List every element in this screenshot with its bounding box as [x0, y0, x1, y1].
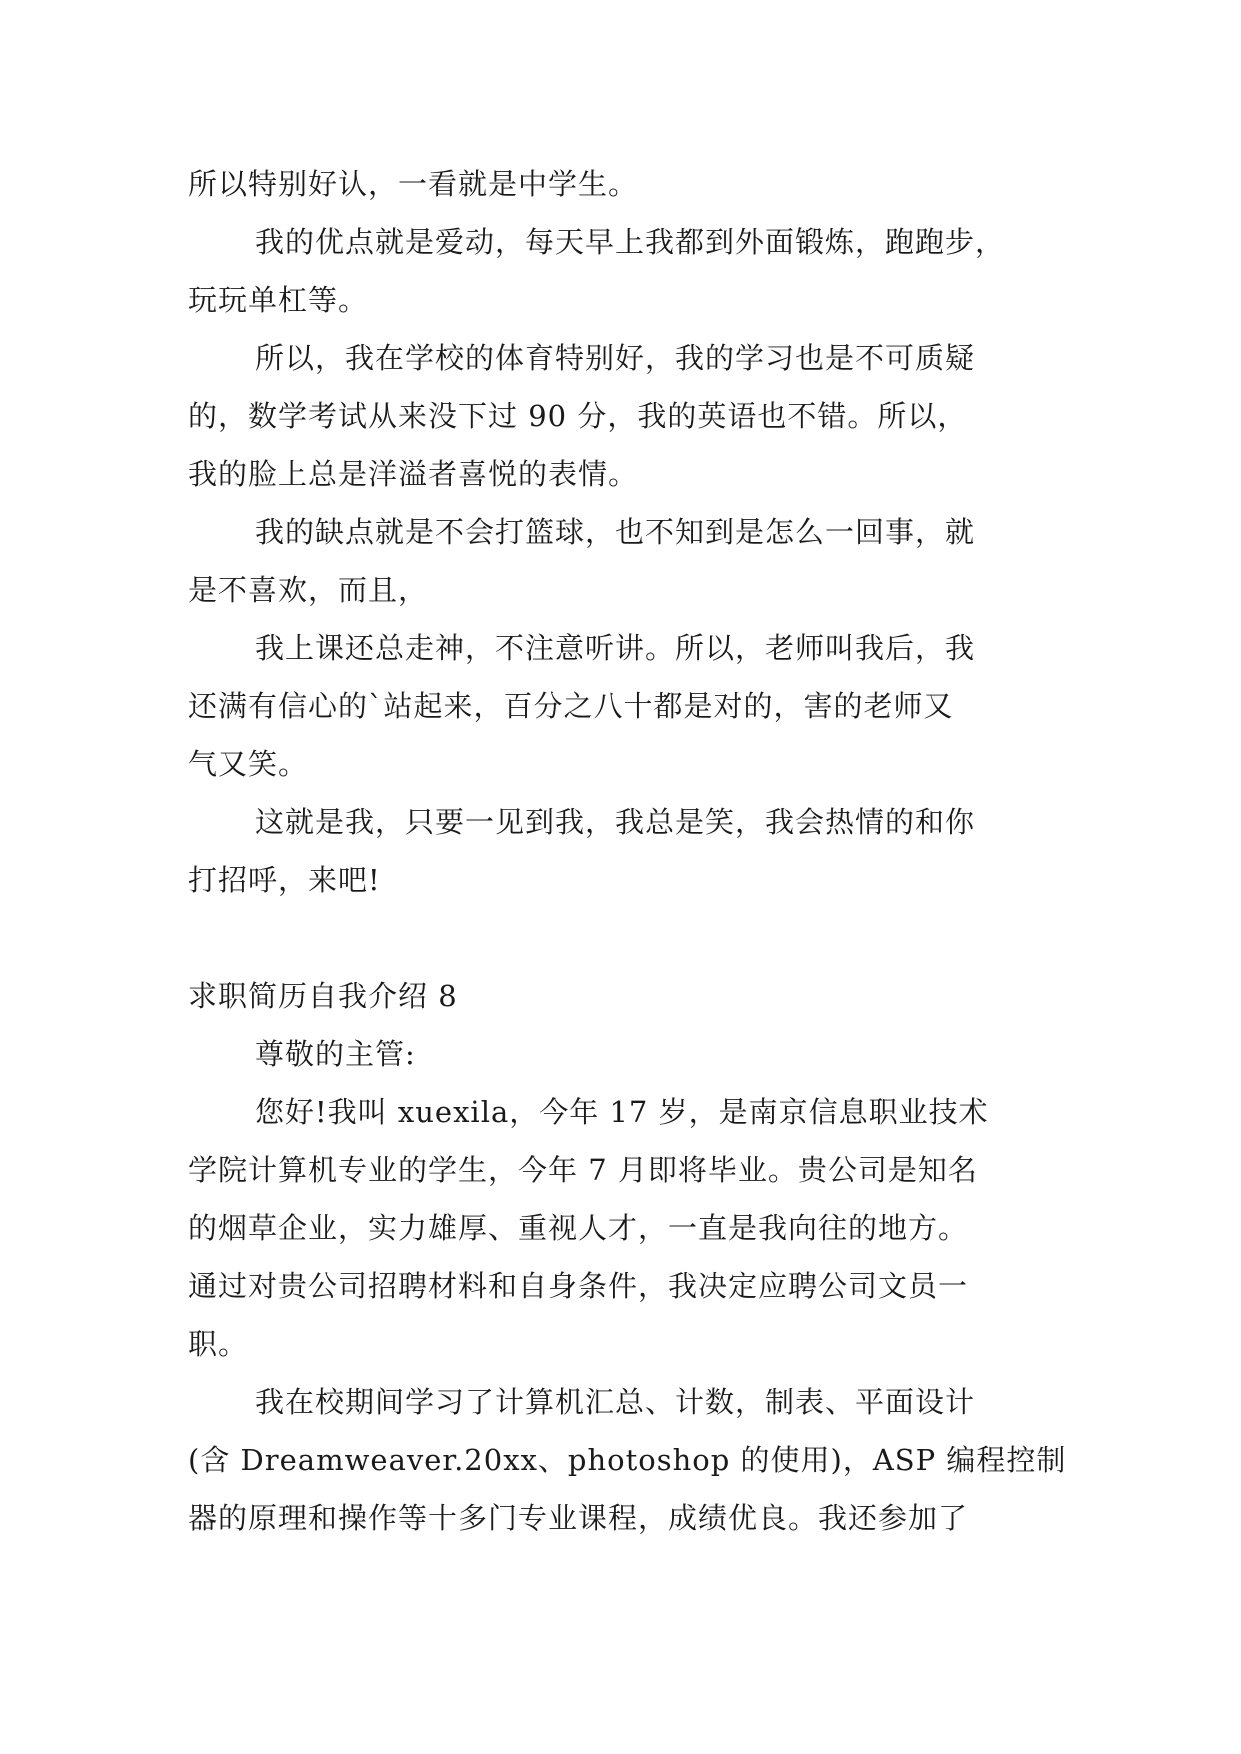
text-line: 器的原理和操作等十多门专业课程，成绩优良。我还参加了: [188, 1501, 969, 1535]
text-line: 我的脸上总是洋溢者喜悦的表情。: [188, 457, 639, 491]
text-line: 通过对贵公司招聘材料和自身条件，我决定应聘公司文员一: [188, 1269, 969, 1303]
paragraph-start: 我的优点就是爱动，每天早上我都到外面锻炼，跑跑步，: [255, 225, 1006, 259]
text-line: 还满有信心的`站起来，百分之八十都是对的，害的老师又: [188, 689, 954, 723]
text-line: 的烟草企业，实力雄厚、重视人才，一直是我向往的地方。: [188, 1211, 969, 1245]
text-line: 气又笑。: [188, 747, 309, 781]
salutation: 尊敬的主管:: [255, 1037, 416, 1071]
section-heading: 求职简历自我介绍 8: [188, 979, 458, 1013]
text-line: 职。: [188, 1327, 249, 1361]
text-line: 玩玩单杠等。: [188, 283, 369, 317]
paragraph-start: 我上课还总走神，不注意听讲。所以，老师叫我后，我: [255, 631, 976, 665]
text-line: 所以特别好认，一看就是中学生。: [188, 167, 639, 201]
paragraph-start: 您好!我叫 xuexila，今年 17 岁，是南京信息职业技术: [255, 1095, 989, 1129]
paragraph-start: 我的缺点就是不会打篮球，也不知到是怎么一回事，就: [255, 515, 976, 549]
text-line: 打招呼，来吧!: [188, 863, 381, 897]
paragraph-start: 所以，我在学校的体育特别好，我的学习也是不可质疑: [255, 341, 976, 375]
text-line: 的，数学考试从来没下过 90 分，我的英语也不错。所以，: [188, 399, 968, 433]
text-line: (含 Dreamweaver.20xx、photoshop 的使用)，ASP 编程控制: [188, 1443, 1067, 1477]
paragraph-start: 这就是我，只要一见到我，我总是笑，我会热情的和你: [255, 805, 976, 839]
text-line: 学院计算机专业的学生，今年 7 月即将毕业。贵公司是知名: [188, 1153, 978, 1187]
text-line: 是不喜欢，而且，: [188, 573, 429, 607]
paragraph-start: 我在校期间学习了计算机汇总、计数，制表、平面设计: [255, 1385, 976, 1419]
